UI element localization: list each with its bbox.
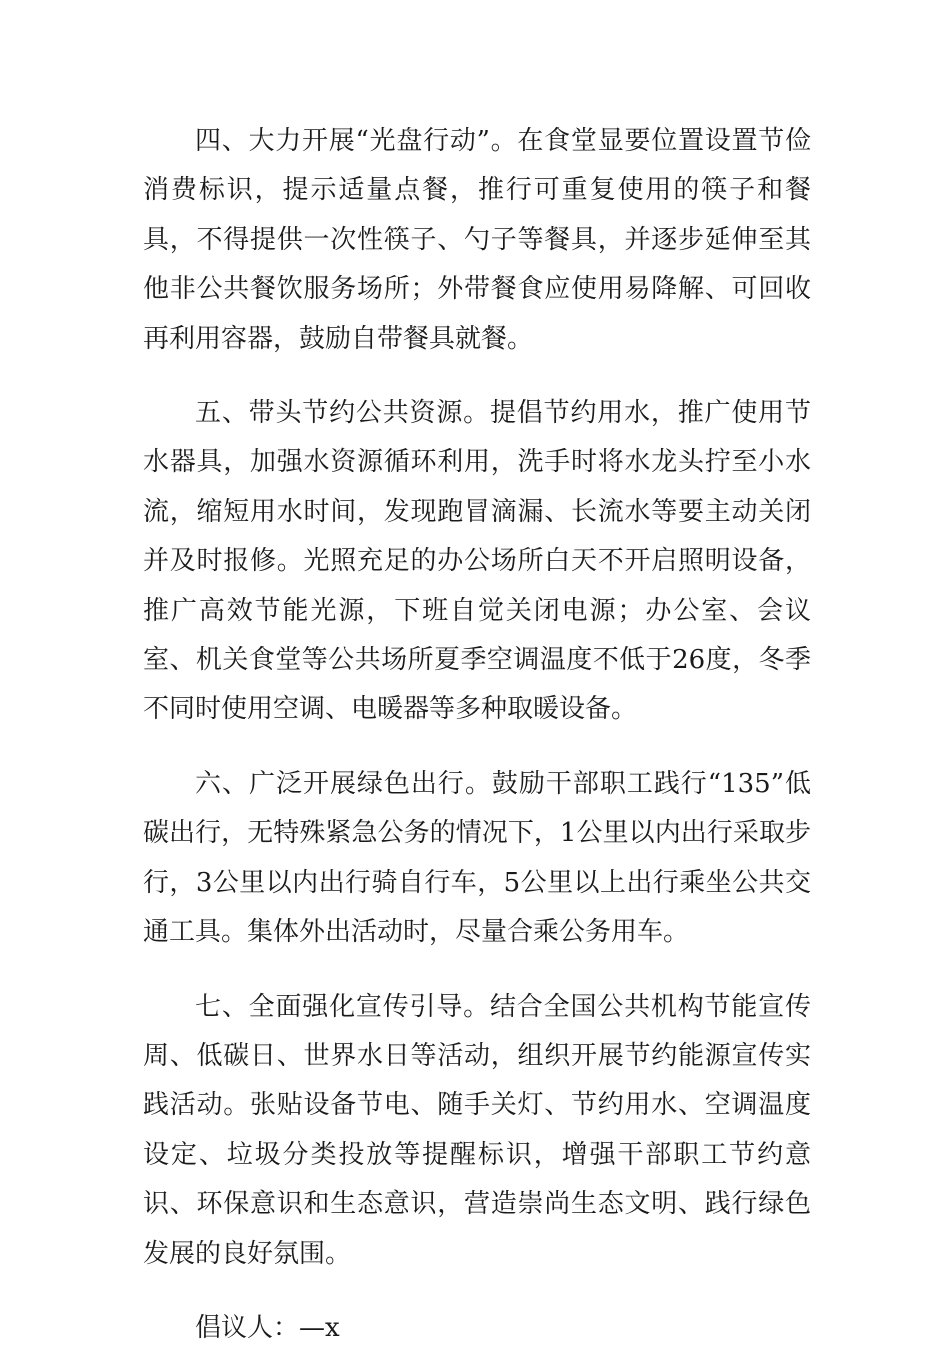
paragraph-item-5: 五、带头节约公共资源。提倡节约用水，推广使用节水器具，加强水资源循环利用，洗手时将水龙头拧至小水流，缩短用水时间，发现跑冒滴漏、长流水等要主动关闭并及时报修。光照充足的办公场所白天不开启照明设备，推广高效节能光源，下班自觉关闭电源；办公室、会议室、机关食堂等公共场所夏季空调温度不低于26度，冬季不同时使用空调、电暖器等多种取暖设备。 (143, 398, 811, 725)
paragraph-item-4: 四、大力开展“光盘行动”。在食堂显要位置设置节俭消费标识，提示适量点餐，推行可重复使用的筷子和餐具，不得提供一次性筷子、勺子等餐具，并逐步延伸至其他非公共餐饮服务场所；外带餐食应使用易降解、可回收再利用容器，鼓励自带餐具就餐。 (143, 126, 811, 354)
paragraph-item-6: 六、广泛开展绿色出行。鼓励干部职工践行“135”低碳出行，无特殊紧急公务的情况下，1公里以内出行采取步行，3公里以内出行骑自行车，5公里以上出行乘坐公共交通工具。集体外出活动时，尽量合乘公务用车。 (143, 768, 811, 948)
document-body (143, 117, 811, 1353)
paragraph-item-7: 七、全面强化宣传引导。结合全国公共机构节能宣传周、低碳日、世界水日等活动，组织开展节约能源宣传实践活动。张贴设备节电、随手关灯、节约用水、空调温度设定、垃圾分类投放等提醒标识，增强干部职工节约意识、环保意识和生态意识，营造崇尚生态文明、践行绿色发展的良好氛围。 (143, 991, 811, 1269)
signature-line: 倡议人：—x (195, 1312, 340, 1343)
